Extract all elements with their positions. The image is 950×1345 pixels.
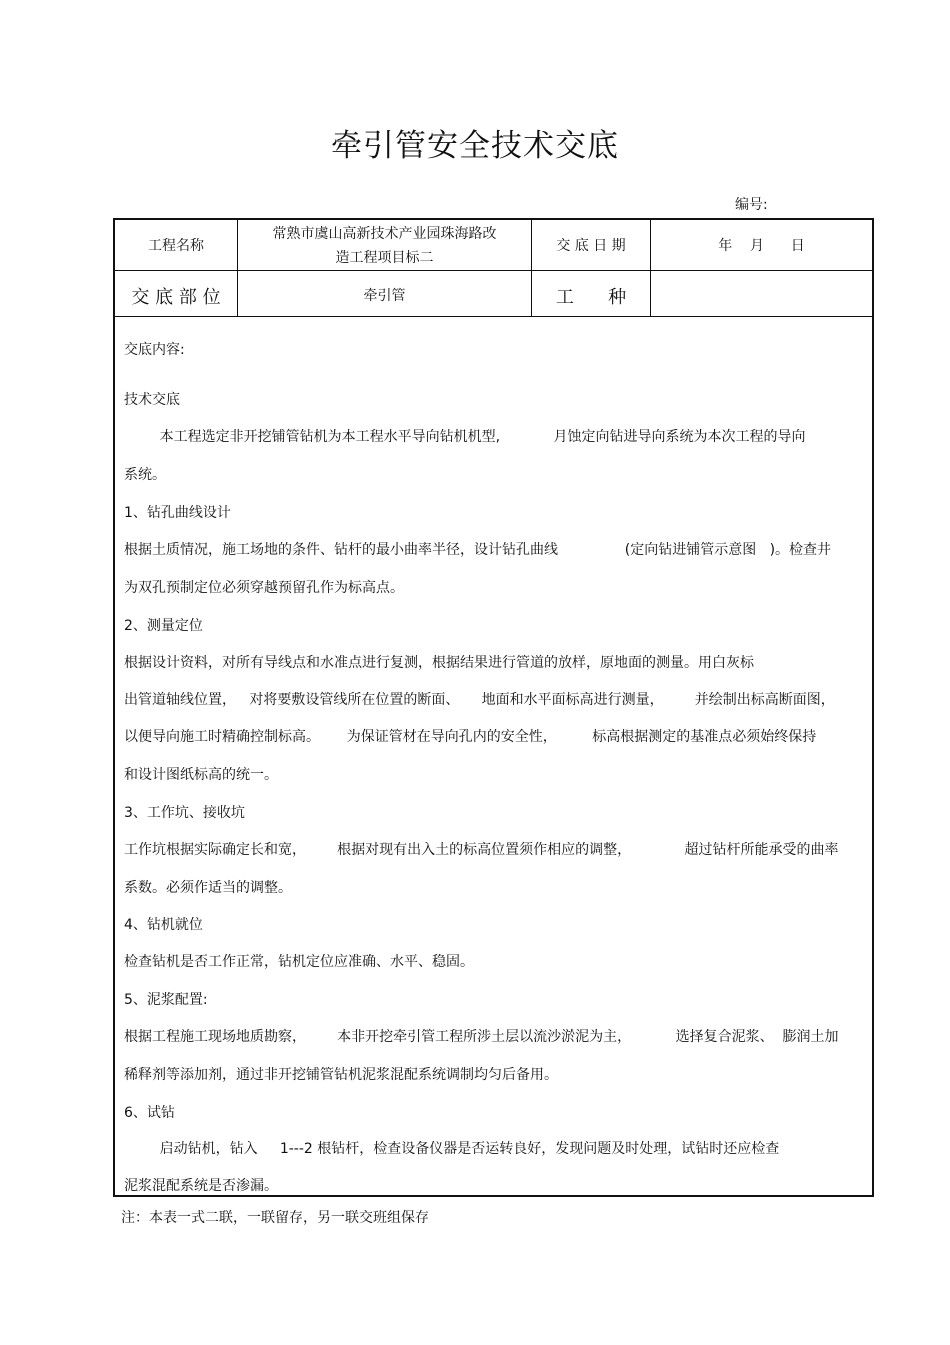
trade-label: 工 种	[555, 287, 627, 308]
content-line: 检查钻机是否工作正常，钻机定位应准确、水平、稳固。	[124, 954, 474, 970]
content-line: 以便导向施工时精确控制标高。 为保证管材在导向孔内的安全性， 标高根据测定的基准点必须始终保持	[124, 729, 817, 745]
disclosure-date-value: 年 月 日	[718, 238, 805, 254]
disclosure-part-label: 交 底 部 位	[131, 287, 221, 308]
content-line: 根据土质情况，施工场地的条件、钻杆的最小曲率半径，设计钻孔曲线 (定向钻进铺管示意图 )。检查井	[124, 542, 832, 558]
content-line: 泥浆混配系统是否渗漏。	[124, 1178, 278, 1194]
footnote: 注：本表一式二联，一联留存，另一联交班组保存	[121, 1210, 429, 1226]
content-line: 系统。	[124, 467, 166, 483]
project-name-value-line2: 造工程项目标二	[335, 250, 434, 266]
section-heading: 2、测量定位	[124, 618, 203, 634]
section-heading: 6、试钻	[124, 1105, 175, 1121]
document-title: 牵引管安全技术交底	[331, 128, 619, 164]
content-line: 系数。必须作适当的调整。	[124, 880, 292, 896]
section-heading: 3、工作坑、接收坑	[124, 805, 245, 821]
section-heading: 1、钻孔曲线设计	[124, 505, 231, 521]
project-name-value-line1: 常熟市虞山高新技术产业园珠海路改	[272, 226, 497, 242]
content-line: 交底内容:	[124, 342, 185, 358]
content-line: 技术交底	[124, 392, 180, 408]
disclosure-date-label: 交 底 日 期	[556, 238, 626, 254]
disclosure-part-value: 牵引管	[363, 288, 406, 304]
section-heading: 4、钻机就位	[124, 917, 203, 933]
row-divider	[115, 270, 872, 271]
content-line: 本工程选定非开挖铺管钻机为本工程水平导向钻机机型, 月蚀定向钻进导向系统为本次工程的导向	[124, 429, 806, 445]
content-line: 根据设计资料，对所有导线点和水准点进行复测，根据结果进行管道的放样，原地面的测量。用白灰标	[124, 655, 754, 671]
content-line: 稀释剂等添加剂，通过非开挖铺管钻机泥浆混配系统调制均匀后备用。	[124, 1067, 558, 1083]
content-line: 工作坑根据实际确定长和宽， 根据对现有出入土的标高位置须作相应的调整， 超过钻杆所能承受的曲率	[124, 842, 839, 858]
content-line: 和设计图纸标高的统一。	[124, 767, 278, 783]
content-line: 出管道轴线位置， 对将要敷设管线所在位置的断面、 地面和水平面标高进行测量， 并绘制出标高断面图，	[124, 692, 835, 708]
project-name-label: 工程名称	[148, 238, 204, 254]
content-line: 启动钻机，钻入 1---2 根钻杆，检查设备仪器是否运转良好，发现问题及时处理，试钻时还应检查	[124, 1141, 780, 1157]
disclosure-form-table	[113, 218, 874, 1197]
content-line: 为双孔预制定位必须穿越预留孔作为标高点。	[124, 580, 404, 596]
section-heading: 5、泥浆配置:	[124, 992, 208, 1008]
row-divider	[115, 316, 872, 317]
document-number-label: 编号:	[735, 197, 768, 213]
content-line: 根据工程施工现场地质勘察， 本非开挖牵引管工程所涉土层以流沙淤泥为主， 选择复合泥浆、 膨润土加	[124, 1029, 839, 1045]
